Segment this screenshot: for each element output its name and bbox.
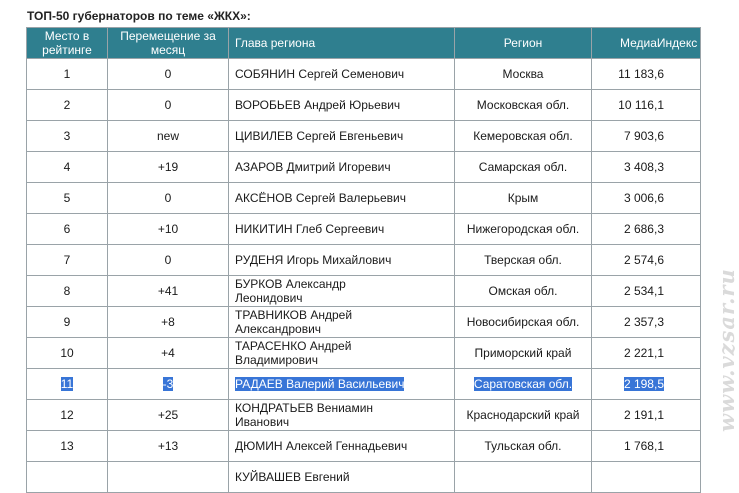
table-row [27, 90, 701, 121]
region-cell-text: Новосибирская обл. [466, 315, 580, 329]
index-cell [592, 462, 701, 493]
column-header-rank[interactable] [27, 28, 108, 59]
column-header-index[interactable]: МедиаИндекс [592, 28, 701, 59]
rank-cell [27, 152, 108, 183]
move-cell-text: +41 [157, 284, 179, 298]
name-line1: АЗАРОВ Дмитрий Игоревич [235, 160, 391, 174]
column-header-rank-line1: Место в [44, 29, 90, 43]
move-cell-text: +4 [161, 346, 175, 360]
name-line1: НИКИТИН Глеб Сергеевич [235, 222, 385, 236]
name-cell [229, 431, 455, 462]
region-cell [455, 152, 592, 183]
move-cell-text: +25 [157, 408, 179, 422]
rank-cell [27, 462, 108, 493]
name-cell [229, 152, 455, 183]
region-cell [455, 400, 592, 431]
table-row [27, 338, 701, 369]
region-cell [455, 214, 592, 245]
column-header-move[interactable] [108, 28, 229, 59]
rank-cell [27, 369, 108, 400]
region-cell-text: Тульская обл. [484, 439, 562, 453]
rank-cell-text: 8 [63, 284, 71, 298]
watermark-text: www.vzsar.ru [714, 268, 739, 432]
column-header-rank-line2: рейтинге [42, 43, 92, 57]
table-row [27, 214, 701, 245]
index-cell [592, 369, 701, 400]
index-cell [592, 152, 701, 183]
move-cell [108, 214, 229, 245]
rank-cell [27, 214, 108, 245]
rank-cell-text: 11 [60, 377, 74, 391]
name-line2: Леонидович [235, 291, 303, 305]
rank-cell [27, 183, 108, 214]
region-cell-text: Крым [507, 191, 539, 205]
move-cell-text: +8 [161, 315, 175, 329]
name-cell [229, 214, 455, 245]
rank-cell [27, 307, 108, 338]
index-cell-text: 3 006,6 [623, 191, 664, 205]
name-cell [229, 245, 455, 276]
move-cell-text: 0 [164, 191, 172, 205]
index-cell [592, 338, 701, 369]
move-cell [108, 338, 229, 369]
name-line1: ВОРОБЬЕВ Андрей Юрьевич [235, 98, 401, 112]
rank-cell-text: 9 [63, 315, 71, 329]
rank-cell [27, 59, 108, 90]
index-cell-text: 3 408,3 [623, 160, 664, 174]
region-cell-text: Самарская обл. [478, 160, 568, 174]
move-cell-text: new [156, 129, 179, 143]
move-cell [108, 462, 229, 493]
move-cell-text: +13 [157, 439, 179, 453]
rank-cell-text: 10 [60, 346, 74, 360]
rank-cell-text: 13 [60, 439, 74, 453]
name-cell [229, 121, 455, 152]
move-cell [108, 400, 229, 431]
table-row [27, 152, 701, 183]
name-line1: ДЮМИН Алексей Геннадьевич [235, 439, 408, 453]
name-line1: ТРАВНИКОВ Андрей [235, 308, 353, 322]
index-cell-text: 1 768,1 [623, 439, 664, 453]
move-cell-text: 0 [164, 98, 172, 112]
name-cell [229, 462, 455, 493]
move-cell [108, 369, 229, 400]
index-cell [592, 245, 701, 276]
move-cell [108, 276, 229, 307]
table-row [27, 307, 701, 338]
name-line1: КОНДРАТЬЕВ Вениамин [235, 401, 374, 415]
region-cell [455, 183, 592, 214]
region-cell-text: Краснодарский край [466, 408, 580, 422]
region-cell [455, 431, 592, 462]
region-cell [455, 59, 592, 90]
rank-cell [27, 121, 108, 152]
name-cell [229, 369, 455, 400]
region-cell-text: Саратовская обл. [473, 377, 573, 391]
name-cell [229, 59, 455, 90]
name-line1: РУДЕНЯ Игорь Михайлович [235, 253, 392, 267]
index-cell-text: 11 183,6 [618, 67, 664, 81]
rank-cell-text: 2 [63, 98, 71, 112]
name-line1: ТАРАСЕНКО Андрей [235, 339, 352, 353]
index-cell [592, 59, 701, 90]
move-cell [108, 121, 229, 152]
index-cell [592, 90, 701, 121]
name-cell [229, 276, 455, 307]
name-line2: Александрович [235, 322, 322, 336]
index-cell-text: 10 116,1 [618, 98, 664, 112]
rank-cell-text: 5 [63, 191, 71, 205]
move-cell [108, 152, 229, 183]
name-line1: ЦИВИЛЕВ Сергей Евгеньевич [235, 129, 404, 143]
table-row [27, 400, 701, 431]
index-cell [592, 276, 701, 307]
move-cell-text: 0 [164, 67, 172, 81]
region-cell [455, 121, 592, 152]
region-cell-text: Приморский край [474, 346, 572, 360]
index-cell [592, 307, 701, 338]
table-row [27, 462, 701, 493]
rating-table [26, 27, 701, 493]
index-cell [592, 214, 701, 245]
name-line1: СОБЯНИН Сергей Семенович [235, 67, 405, 81]
region-cell-text: Омская обл. [488, 284, 558, 298]
table-row [27, 59, 701, 90]
move-cell [108, 183, 229, 214]
column-header-region[interactable]: Регион [455, 28, 592, 59]
rank-cell [27, 400, 108, 431]
index-cell-text: 7 903,6 [623, 129, 664, 143]
region-cell-text: Московская обл. [476, 98, 570, 112]
index-cell-text: 2 221,1 [623, 346, 664, 360]
name-line2: Владимирович [235, 353, 319, 367]
index-cell-text: 2 198,5 [623, 377, 664, 391]
rank-cell-text: 1 [63, 67, 71, 81]
table-header-row [27, 28, 701, 59]
move-cell [108, 431, 229, 462]
region-cell-text: Кемеровская обл. [473, 129, 573, 143]
index-cell [592, 121, 701, 152]
rank-cell [27, 338, 108, 369]
move-cell-text: +10 [157, 222, 179, 236]
name-cell [229, 400, 455, 431]
rank-cell-text: 3 [63, 129, 71, 143]
index-cell-text: 2 357,3 [623, 315, 664, 329]
region-cell-text: Нижегородская обл. [466, 222, 580, 236]
index-cell [592, 183, 701, 214]
region-cell [455, 338, 592, 369]
table-row [27, 245, 701, 276]
table-row [27, 183, 701, 214]
move-cell-text: 0 [164, 253, 172, 267]
move-cell [108, 90, 229, 121]
name-line1: АКСЁНОВ Сергей Валерьевич [235, 191, 406, 205]
region-cell-text: Тверская обл. [484, 253, 562, 267]
rank-cell-text: 7 [63, 253, 71, 267]
index-cell [592, 431, 701, 462]
move-cell [108, 245, 229, 276]
index-cell-text: 2 686,3 [623, 222, 664, 236]
rank-cell-text: 12 [60, 408, 74, 422]
region-cell [455, 307, 592, 338]
region-cell [455, 90, 592, 121]
rank-cell [27, 90, 108, 121]
table-row [27, 369, 701, 400]
table-row [27, 431, 701, 462]
move-cell [108, 307, 229, 338]
name-line1: БУРКОВ Александр [235, 277, 346, 291]
rank-cell [27, 431, 108, 462]
name-cell [229, 338, 455, 369]
move-cell [108, 59, 229, 90]
index-cell-text: 2 574,6 [623, 253, 664, 267]
move-cell-text: +19 [157, 160, 179, 174]
name-line1: КУЙВАШЕВ Евгений [235, 470, 350, 484]
name-line2: Иванович [235, 415, 290, 429]
region-cell [455, 462, 592, 493]
name-cell [229, 90, 455, 121]
table-row [27, 121, 701, 152]
index-cell [592, 400, 701, 431]
column-header-move-line2: месяц [150, 43, 186, 57]
name-line1: РАДАЕВ Валерий Васильевич [235, 377, 405, 391]
index-cell-text: 2 191,1 [623, 408, 664, 422]
rank-cell-text: 4 [63, 160, 71, 174]
rank-cell [27, 245, 108, 276]
region-cell-text: Москва [502, 67, 544, 81]
rank-cell-text: 6 [63, 222, 71, 236]
column-header-move-line1: Перемещение за [120, 29, 216, 43]
region-cell [455, 245, 592, 276]
table-row [27, 276, 701, 307]
table-heading: ТОП-50 губернаторов по теме «ЖКХ»: [27, 9, 251, 23]
move-cell-text: -3 [162, 377, 174, 391]
name-cell [229, 183, 455, 214]
region-cell [455, 369, 592, 400]
rank-cell [27, 276, 108, 307]
name-cell [229, 307, 455, 338]
index-cell-text: 2 534,1 [623, 284, 664, 298]
region-cell [455, 276, 592, 307]
column-header-head[interactable]: Глава региона [229, 28, 455, 59]
watermark [712, 40, 739, 440]
